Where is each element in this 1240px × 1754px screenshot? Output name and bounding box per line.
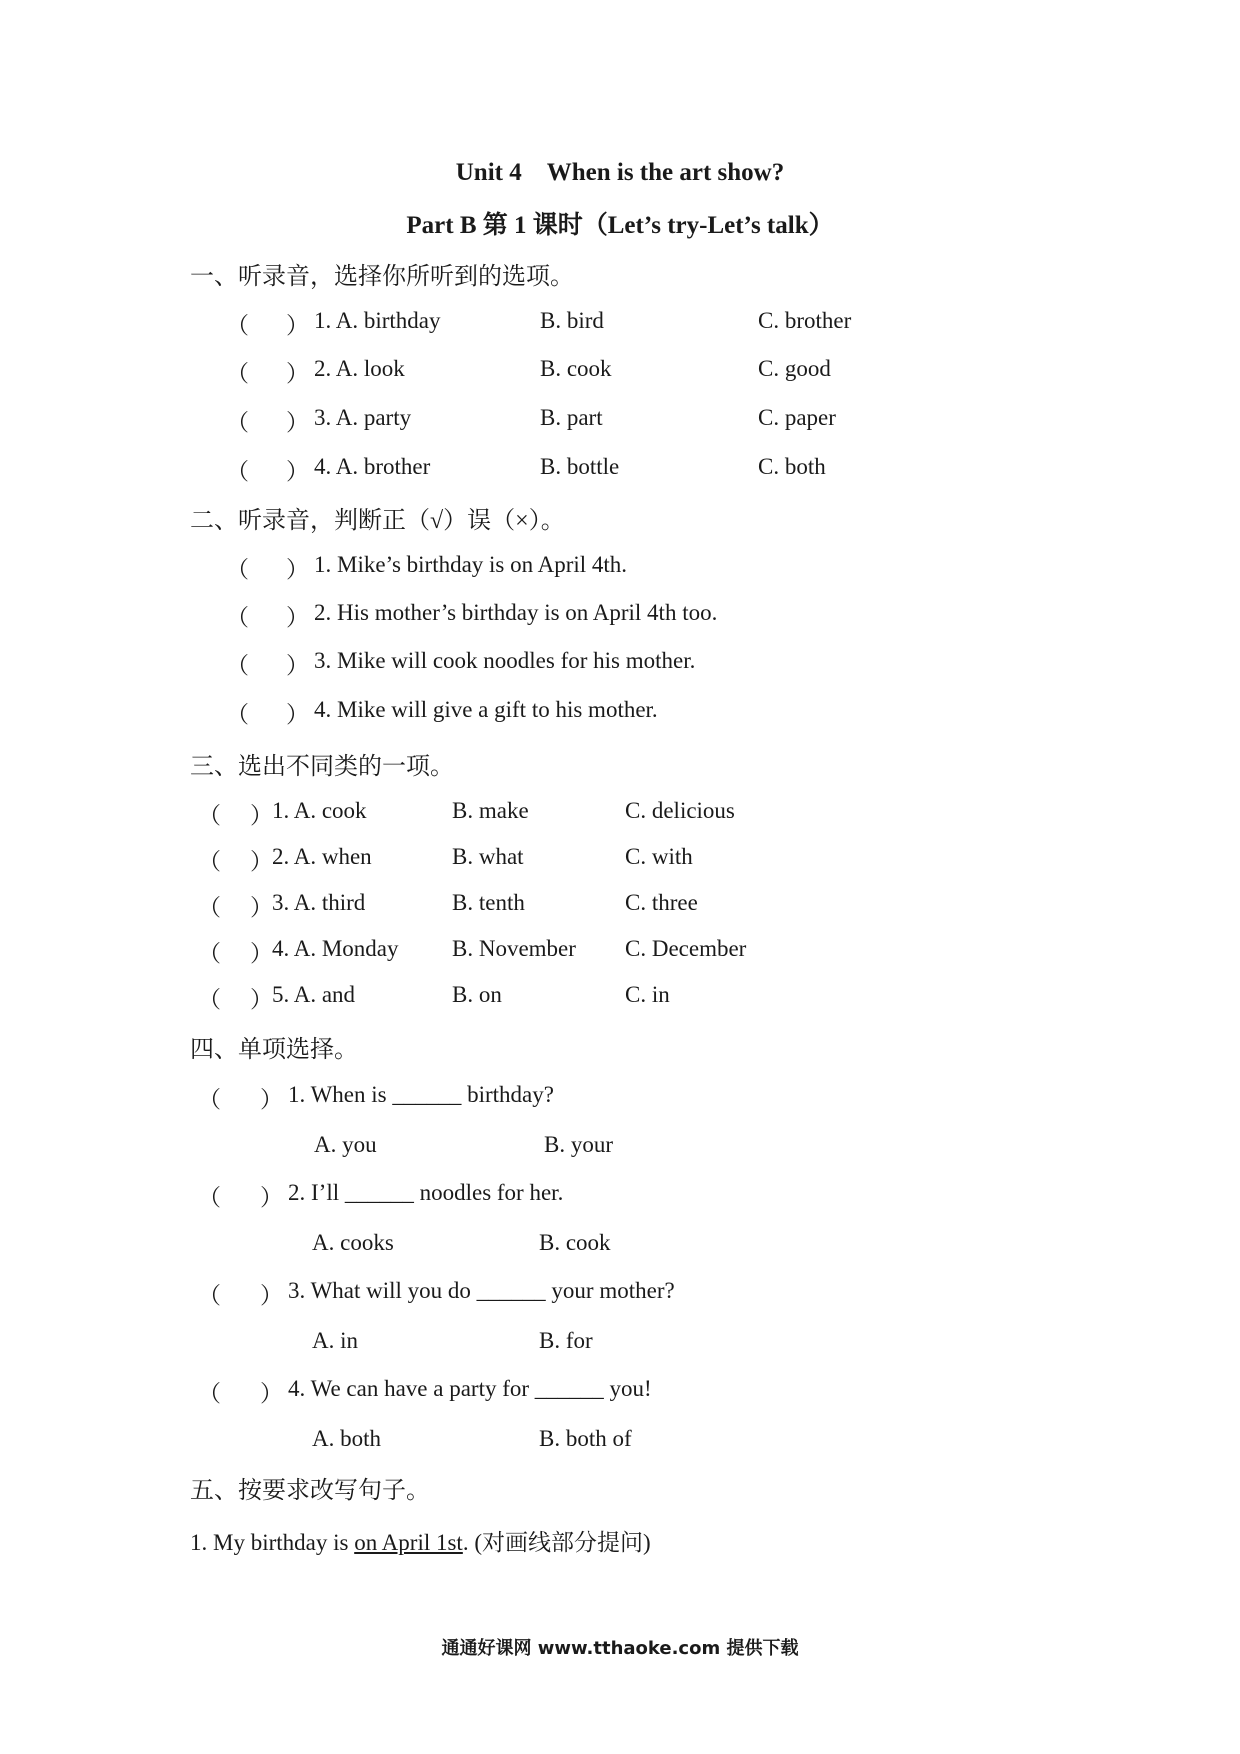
option-b: B. for bbox=[539, 1328, 593, 1353]
option-b: B. make bbox=[452, 798, 529, 823]
section-2-heading: 二、听录音，判断正（√）误（×）。 bbox=[190, 508, 565, 534]
rewrite-text: 1. My birthday is bbox=[190, 1530, 355, 1555]
answer-paren-right: ） bbox=[250, 803, 273, 828]
option-a: 4. A. brother bbox=[314, 454, 431, 479]
page-subtitle: Part B 第 1 课时（Let’s try-Let’s talk） bbox=[406, 212, 834, 239]
answer-paren-right: ） bbox=[260, 1087, 283, 1112]
section-1-heading: 一、听录音，选择你所听到的选项。 bbox=[190, 264, 574, 290]
option-c: C. brother bbox=[758, 308, 852, 333]
option-b: B. what bbox=[452, 844, 524, 869]
page-title: Unit 4 When is the art show? bbox=[455, 159, 785, 186]
answer-paren-right: ） bbox=[250, 941, 273, 966]
answer-paren-left: （ bbox=[226, 653, 249, 678]
answer-paren-right: ） bbox=[260, 1283, 283, 1308]
option-a: 4. A. Monday bbox=[272, 936, 399, 961]
rewrite-instruction: . (对画线部分提问) bbox=[462, 1530, 651, 1555]
answer-paren-right: ） bbox=[250, 849, 273, 874]
option-b: B. cook bbox=[540, 356, 612, 381]
footer-credit: 通通好课网 www.tthaoke.com 提供下载 bbox=[441, 1638, 799, 1659]
option-a: A. in bbox=[312, 1328, 358, 1353]
section-5-heading: 五、按要求改写句子。 bbox=[190, 1478, 430, 1504]
answer-paren-left: （ bbox=[198, 895, 221, 920]
option-a: 1. A. birthday bbox=[314, 308, 441, 333]
statement-text: 3. Mike will cook noodles for his mother. bbox=[314, 648, 696, 673]
option-c: C. both bbox=[758, 454, 826, 479]
rewrite-item-1 bbox=[190, 1524, 651, 1557]
option-a: 3. A. party bbox=[314, 405, 412, 430]
option-c: C. in bbox=[625, 982, 670, 1007]
option-a: 1. A. cook bbox=[272, 798, 367, 823]
option-c: C. good bbox=[758, 356, 831, 381]
option-b: B. both of bbox=[539, 1426, 632, 1451]
answer-paren-left: （ bbox=[198, 1185, 221, 1210]
option-c: C. paper bbox=[758, 405, 836, 430]
option-b: B. November bbox=[452, 936, 576, 961]
answer-paren-left: （ bbox=[226, 459, 249, 484]
answer-paren-left: （ bbox=[226, 313, 249, 338]
question-text: 2. I’ll ______ noodles for her. bbox=[288, 1180, 564, 1205]
option-a: A. both bbox=[312, 1426, 381, 1451]
option-c: C. delicious bbox=[625, 798, 735, 823]
statement-text: 1. Mike’s birthday is on April 4th. bbox=[314, 552, 628, 577]
option-a: 2. A. when bbox=[272, 844, 372, 869]
option-b: B. on bbox=[452, 982, 502, 1007]
option-b: B. cook bbox=[539, 1230, 611, 1255]
answer-paren-right: ） bbox=[286, 605, 309, 630]
option-b: B. bird bbox=[540, 308, 604, 333]
answer-paren-left: （ bbox=[226, 557, 249, 582]
answer-paren-left: （ bbox=[198, 1087, 221, 1112]
option-a: 3. A. third bbox=[272, 890, 366, 915]
answer-paren-right: ） bbox=[286, 459, 309, 484]
option-b: B. your bbox=[544, 1132, 613, 1157]
option-b: B. tenth bbox=[452, 890, 525, 915]
statement-text: 2. His mother’s birthday is on April 4th too. bbox=[314, 600, 718, 625]
answer-paren-right: ） bbox=[286, 557, 309, 582]
answer-paren-left: （ bbox=[198, 987, 221, 1012]
option-b: B. part bbox=[540, 405, 603, 430]
answer-paren-right: ） bbox=[286, 361, 309, 386]
section-3-heading: 三、选出不同类的一项。 bbox=[190, 754, 454, 780]
option-b: B. bottle bbox=[540, 454, 620, 479]
question-text: 1. When is ______ birthday? bbox=[288, 1082, 554, 1107]
answer-paren-left: （ bbox=[226, 410, 249, 435]
answer-paren-right: ） bbox=[286, 313, 309, 338]
option-c: C. with bbox=[625, 844, 693, 869]
answer-paren-right: ） bbox=[250, 987, 273, 1012]
answer-paren-left: （ bbox=[226, 361, 249, 386]
option-a: 2. A. look bbox=[314, 356, 405, 381]
option-a: A. you bbox=[314, 1132, 377, 1157]
question-text: 4. We can have a party for ______ you! bbox=[288, 1376, 652, 1401]
answer-paren-right: ） bbox=[260, 1381, 283, 1406]
underlined-phrase: on April 1st bbox=[354, 1530, 463, 1555]
option-c: C. December bbox=[625, 936, 747, 961]
answer-paren-left: （ bbox=[198, 849, 221, 874]
answer-paren-left: （ bbox=[198, 941, 221, 966]
answer-paren-right: ） bbox=[260, 1185, 283, 1210]
answer-paren-left: （ bbox=[198, 803, 221, 828]
answer-paren-left: （ bbox=[226, 702, 249, 727]
option-a: 5. A. and bbox=[272, 982, 356, 1007]
question-text: 3. What will you do ______ your mother? bbox=[288, 1278, 675, 1303]
answer-paren-left: （ bbox=[198, 1283, 221, 1308]
answer-paren-right: ） bbox=[286, 702, 309, 727]
section-4-heading: 四、单项选择。 bbox=[190, 1037, 358, 1063]
answer-paren-right: ） bbox=[286, 410, 309, 435]
answer-paren-left: （ bbox=[226, 605, 249, 630]
option-c: C. three bbox=[625, 890, 698, 915]
answer-paren-right: ） bbox=[286, 653, 309, 678]
option-a: A. cooks bbox=[312, 1230, 394, 1255]
answer-paren-right: ） bbox=[250, 895, 273, 920]
answer-paren-left: （ bbox=[198, 1381, 221, 1406]
statement-text: 4. Mike will give a gift to his mother. bbox=[314, 697, 658, 722]
